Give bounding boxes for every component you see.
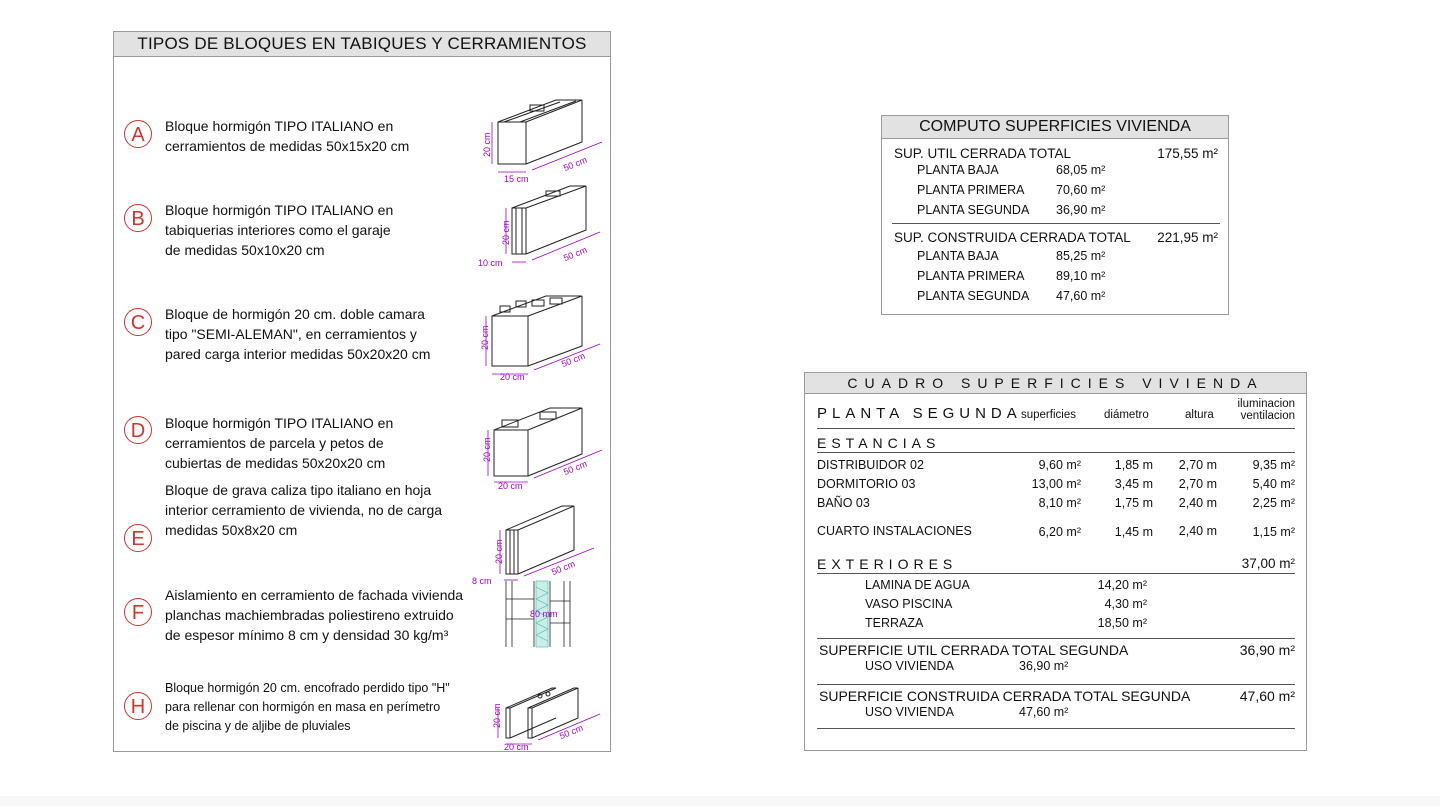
block-letter: F [124, 598, 152, 626]
block-item-f [114, 582, 610, 657]
block-item-e [114, 476, 610, 586]
constr-segunda-value: 47,60 m² [1239, 688, 1295, 704]
divider [892, 223, 1220, 224]
divider [817, 638, 1295, 639]
svg-text:50 cm: 50 cm [561, 244, 589, 264]
util-row-label: PLANTA PRIMERA [917, 183, 1025, 197]
block-description: Bloque hormigón TIPO ITALIANO en cerramientos de medidas 50x15x20 cm [165, 118, 410, 154]
divider [817, 728, 1295, 729]
block-letter: B [124, 204, 152, 232]
block-e-sketch-icon [470, 476, 602, 588]
svg-text:20 cm: 20 cm [482, 132, 492, 157]
constr-row-value: 47,60 m² [1056, 289, 1106, 303]
block-letter: D [124, 416, 152, 444]
block-description: Bloque hormigón TIPO ITALIANO en cerramientos de parcela y petos de cubiertas de medidas 50x20x20 cm [165, 415, 394, 471]
col-altura: altura [1185, 409, 1214, 421]
svg-text:10 cm: 10 cm [478, 258, 503, 268]
page-bottom-edge [0, 796, 1440, 806]
constr-total-label: SUP. CONSTRUIDA CERRADA TOTAL [894, 230, 1131, 245]
svg-text:20 cm: 20 cm [492, 703, 502, 728]
computo-title: COMPUTO SUPERFICIES VIVIENDA [882, 116, 1228, 139]
block-letter: E [124, 524, 152, 552]
util-row-label: PLANTA SEGUNDA [917, 203, 1030, 217]
svg-text:20 cm: 20 cm [500, 372, 525, 382]
constr-uso-value: 47,60 m² [1019, 705, 1069, 719]
block-item-d [114, 378, 610, 491]
block-b-sketch-icon [476, 178, 608, 270]
constr-row-value: 89,10 m² [1056, 269, 1106, 283]
svg-text:50 cm: 50 cm [561, 458, 589, 478]
util-row-label: PLANTA BAJA [917, 163, 999, 177]
floor-title: PLANTA SEGUNDA [817, 405, 1022, 422]
constr-row-value: 85,25 m² [1056, 249, 1106, 263]
constr-total-value: 221,95 m² [1157, 230, 1218, 245]
constr-uso-label: USO VIVIENDA [865, 705, 954, 719]
exteriores-total: 37,00 m² [1241, 556, 1295, 571]
divider [817, 684, 1295, 685]
svg-text:20 cm: 20 cm [498, 481, 523, 491]
exteriores-label: EXTERIORES [817, 556, 958, 572]
constr-segunda-label: SUPERFICIE CONSTRUIDA CERRADA TOTAL SEGUNDA [819, 688, 1191, 704]
svg-text:15 cm: 15 cm [504, 174, 529, 184]
util-total-label: SUP. UTIL CERRADA TOTAL [894, 146, 1072, 161]
block-description: Bloque hormigón TIPO ITALIANO en tabiquerias interiores como el garaje de medidas 50x10x20 cm [165, 202, 394, 258]
util-row-value: 68,05 m² [1056, 163, 1106, 177]
insulation-section-icon [502, 579, 574, 651]
estancias-label: ESTANCIAS [817, 435, 941, 451]
block-types-panel [113, 31, 611, 752]
col-iluminacion: iluminacion ventilacion [1237, 398, 1295, 422]
svg-text:50 cm: 50 cm [549, 558, 577, 578]
svg-text:20 cm: 20 cm [501, 220, 511, 245]
block-h-sketch-icon [482, 674, 606, 750]
svg-text:20 cm: 20 cm [482, 437, 492, 462]
block-item-b [114, 172, 610, 268]
svg-text:8 cm: 8 cm [472, 576, 492, 586]
divider [817, 428, 1295, 429]
divider [817, 452, 1295, 453]
svg-text:20 cm: 20 cm [494, 539, 504, 564]
computo-superficies-panel [881, 115, 1229, 315]
col-diametro: diámetro [1104, 409, 1149, 421]
util-uso-value: 36,90 m² [1019, 659, 1069, 673]
block-item-h [114, 672, 610, 752]
block-letter: H [124, 692, 152, 720]
block-item-c [114, 268, 610, 382]
svg-text:20 cm: 20 cm [480, 325, 490, 350]
constr-row-label: PLANTA PRIMERA [917, 269, 1025, 283]
block-letter: C [124, 308, 152, 336]
constr-row-label: PLANTA BAJA [917, 249, 999, 263]
block-description: Bloque de grava caliza tipo italiano en hoja interior cerramiento de vivienda, no de carga medidas 50x8x20 cm [165, 482, 443, 538]
util-row-value: 70,60 m² [1056, 183, 1106, 197]
block-c-sketch-icon [476, 268, 608, 384]
block-description: Bloque de hormigón 20 cm. doble camara tipo "SEMI-ALEMAN", en cerramientos y pared carga interior medidas 50x20x20 cm [165, 306, 431, 362]
util-segunda-value: 36,90 m² [1239, 642, 1295, 658]
svg-text:50 cm: 50 cm [559, 350, 587, 370]
block-letter: A [124, 120, 152, 148]
svg-text:50 cm: 50 cm [557, 722, 585, 742]
divider [817, 573, 1295, 574]
col-superficies: superficies [1021, 409, 1076, 421]
util-row-value: 36,90 m² [1056, 203, 1106, 217]
svg-text:20 cm: 20 cm [504, 742, 529, 750]
util-segunda-label: SUPERFICIE UTIL CERRADA TOTAL SEGUNDA [819, 642, 1129, 658]
constr-row-label: PLANTA SEGUNDA [917, 289, 1030, 303]
cuadro-superficies-panel: CUADRO SUPERFICIES VIVIENDA PLANTA SEGUNDA superficies diámetro altura iluminacion ventilacion ESTANCIAS DISTRIBUIDOR 02 9,60 m² 1,85 m 2,70 m 9,35 m² DORMITORIO 03 13,00 m² 3,45 m 2,70 m 5,40 m² BAÑO 03 8,10 m² 1,75 m 2,40 m 2,25 m² CUARTO INSTALACIONES 6,20 m² 1,45 m 2,40 m 1,15 m² EXTERIORES 37,00 m² LAMINA DE AGUA 14,20 m² VASO PISCINA 4,30 m² TERRAZA 18,50 m² SUPERFICIE UTIL CERRADA TOTAL SEGUNDA 36,90 m² USO VIVIENDA 36,90 m² SUPERFICIE CONSTRUIDA CERRADA TOTAL SEGUNDA 47,60 m² USO VIVIENDA 47,60 m² [804, 372, 1307, 751]
block-description: Aislamiento en cerramiento de fachada vivienda planchas machiembradas poliestireno extruido de espesor mínimo 8 cm y densidad 30 kg/m³ [165, 587, 464, 643]
block-description: Bloque hormigón 20 cm. encofrado perdido tipo "H" para rellenar con hormigón en masa en perímetro de piscina y de aljibe de pluviales [165, 681, 450, 733]
util-uso-label: USO VIVIENDA [865, 659, 954, 673]
util-total-value: 175,55 m² [1157, 146, 1218, 161]
cuadro-title: CUADRO SUPERFICIES VIVIENDA [805, 373, 1306, 394]
svg-text:80 mm: 80 mm [530, 609, 558, 619]
svg-text:50 cm: 50 cm [561, 154, 589, 174]
block-types-title: TIPOS DE BLOQUES EN TABIQUES Y CERRAMIENTOS [114, 32, 610, 57]
block-item-a [114, 88, 610, 184]
